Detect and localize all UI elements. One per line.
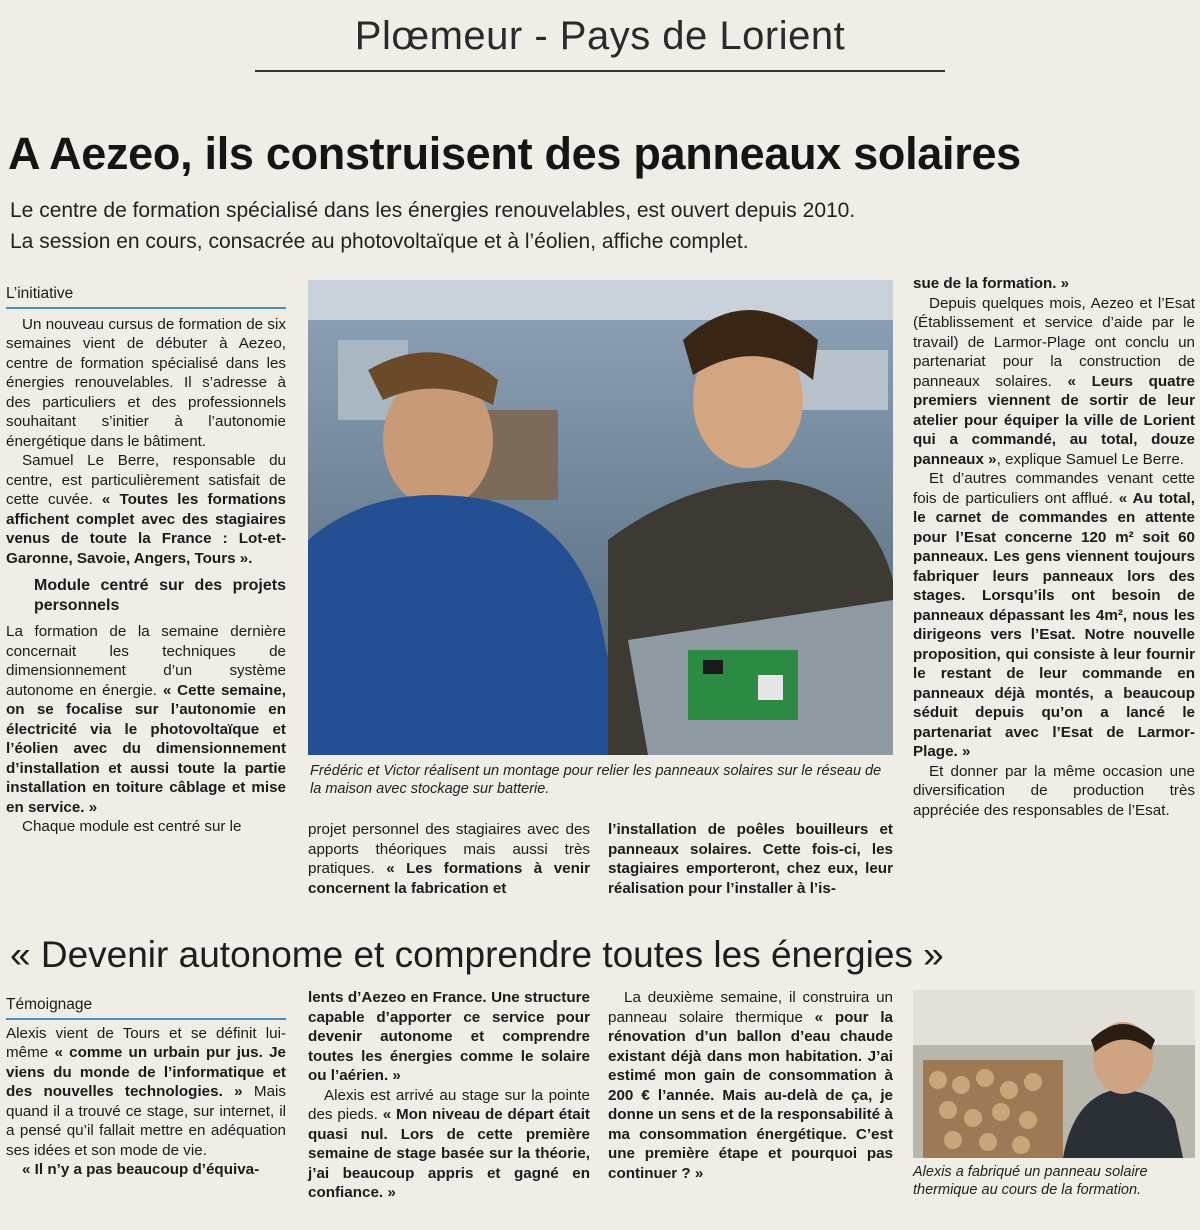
paragraph: La deuxième semaine, il construira un panneau solaire thermique « pour la rénovation d’un ballon d’eau chaude existant déjà dans mon habitation. J’ai estimé mon gain de consommation à 200 € l’année. Mais au-delà de ça, je donne un sens et de la responsabilité à ma consommation énergétique. C’est une première étape et pourquoi pas continuer ? » [608, 989, 894, 1182]
paragraph: l’installation de poêles bouilleurs et panneaux solaires. Cette fois-ci, les stagiaires emporteront, chez eux, leur réalisation pour l’installer à l’is- [608, 821, 893, 897]
article-headline: A Aezeo, ils construisent des panneaux solaires [8, 128, 1021, 179]
paragraph: Chaque module est centré sur le [22, 818, 242, 835]
article-column-4 [913, 274, 1195, 820]
photo-caption: Frédéric et Victor réalisent un montage pour relier les panneaux solaires sur le réseau de la maison avec stockage sur batterie. [310, 763, 882, 797]
paragraph: Alexis est arrivé au stage sur la pointe des pieds. « Mon niveau de départ était quasi nul. Lors de cette première semaine de stage basée sur la théorie, j’ai beaucoup appris et gagné en confiance. » [308, 1086, 590, 1201]
paragraph: sue de la formation. » [913, 275, 1070, 292]
paragraph: Depuis quelques mois, Aezeo et l’Esat (Établissement et service d’aide par le travail) de Larmor-Plage ont conclu un partenariat pour la construction de panneaux solaires. « Leurs quatre premiers viennent de sortir de leur atelier pour équiper la ville de Lorient qui a commandé, au total, douze panneaux », explique Samuel Le Berre. [913, 294, 1195, 468]
photo-alexis [913, 990, 1195, 1158]
photo-workshop-image [308, 280, 893, 755]
paragraph: La formation de la semaine dernière concernait les techniques de dimensionnement d’un système autonome en énergie. « Cette semaine, on se focalise sur l’autonomie en électricité via le photovoltaïque et l’éolien avec du dimensionnement d’installation et aussi toute la partie installation en toiture câblage et mise en service. » [6, 623, 286, 816]
paragraph: Et donner par la même occasion une diversification de production très appréciée des responsables de l’Esat. [913, 762, 1195, 819]
section-title: Plœmeur - Pays de Lorient [354, 14, 846, 58]
article-column-2 [308, 820, 590, 898]
subheading: Module centré sur des projets personnels [34, 577, 286, 614]
article-column-1 [6, 284, 286, 837]
paragraph: Samuel Le Berre, responsable du centre, est particulièrement satisfait de cette cuvée. « Toutes les formations affichent complet avec des stagiaires venus de toute la France : Lot-et-Garonne, Savoie, Angers, Tours ». [6, 452, 286, 567]
paragraph: « Il n’y a pas beaucoup d’équiva- [22, 1161, 260, 1178]
paragraph: Et d’autres commandes venant cette fois de particuliers ont afflué. « Au total, le carnet de commandes en attente pour l’Esat concerne 120 m² soit 60 panneaux. Les gens viennent toujours fabriquer leurs panneaux lors des stages. Lorsqu’ils ont besoin de panneaux dépassant les 4m², nous les dirigeons vers l’Esat. Notre nouvelle proposition, qui consiste à leur fournir le restant de leur commande en panneaux déjà montés, a beaucoup séduit depuis qu’on a lancé le partenariat avec l’Esat de Larmor-Plage. » [913, 470, 1195, 760]
deck-line-2: La session en cours, consacrée au photovoltaïque et à l’éolien, affiche complet. [10, 230, 749, 253]
photo-alexis-image [913, 990, 1195, 1158]
sidebar-column-3 [608, 988, 893, 1183]
article-column-3 [608, 820, 893, 898]
deck-line-1: Le centre de formation spécialisé dans les énergies renouvelables, est ouvert depuis 2010. [10, 199, 856, 222]
kicker-initiative: L’initiative [6, 284, 286, 309]
kicker-temoignage: Témoignage [6, 995, 286, 1020]
header-rule [255, 70, 945, 72]
sidebar-column-1 [6, 995, 286, 1180]
paragraph: projet personnel des stagiaires avec des apports théoriques mais aussi très pratiques. « Les formations à venir concernent la fabrication et [308, 821, 591, 897]
paragraph: Un nouveau cursus de formation de six semaines vient de débuter à Aezeo, centre de formation spécialisé dans les énergies renouvelables. Il s’adresse à des particuliers et des professionnels souhaitant s’initier à l’autonomie énergétique dans le bâtiment. [6, 315, 286, 450]
paragraph: Alexis vient de Tours et se définit lui-même « comme un urbain pur jus. Je viens du monde de l’informatique et des nouvelles technologies. » Mais quand il a trouvé ce stage, sur internet, il a pensé qu’il fallait mettre en adéquation ses idées et son mode de vie. [6, 1024, 286, 1159]
sidebar-column-2 [308, 988, 590, 1203]
sidebar-photo-caption: Alexis a fabriqué un panneau solaire thermique au cours de la formation. [913, 1164, 1148, 1198]
sidebar-headline: « Devenir autonome et comprendre toutes les énergies » [10, 934, 944, 975]
paragraph: lents d’Aezeo en France. Une structure capable d’apporter ce service pour devenir autonome et comprendre toutes les énergies comme le solaire ou l’aérien. » [308, 989, 590, 1084]
photo-workshop [308, 280, 893, 755]
